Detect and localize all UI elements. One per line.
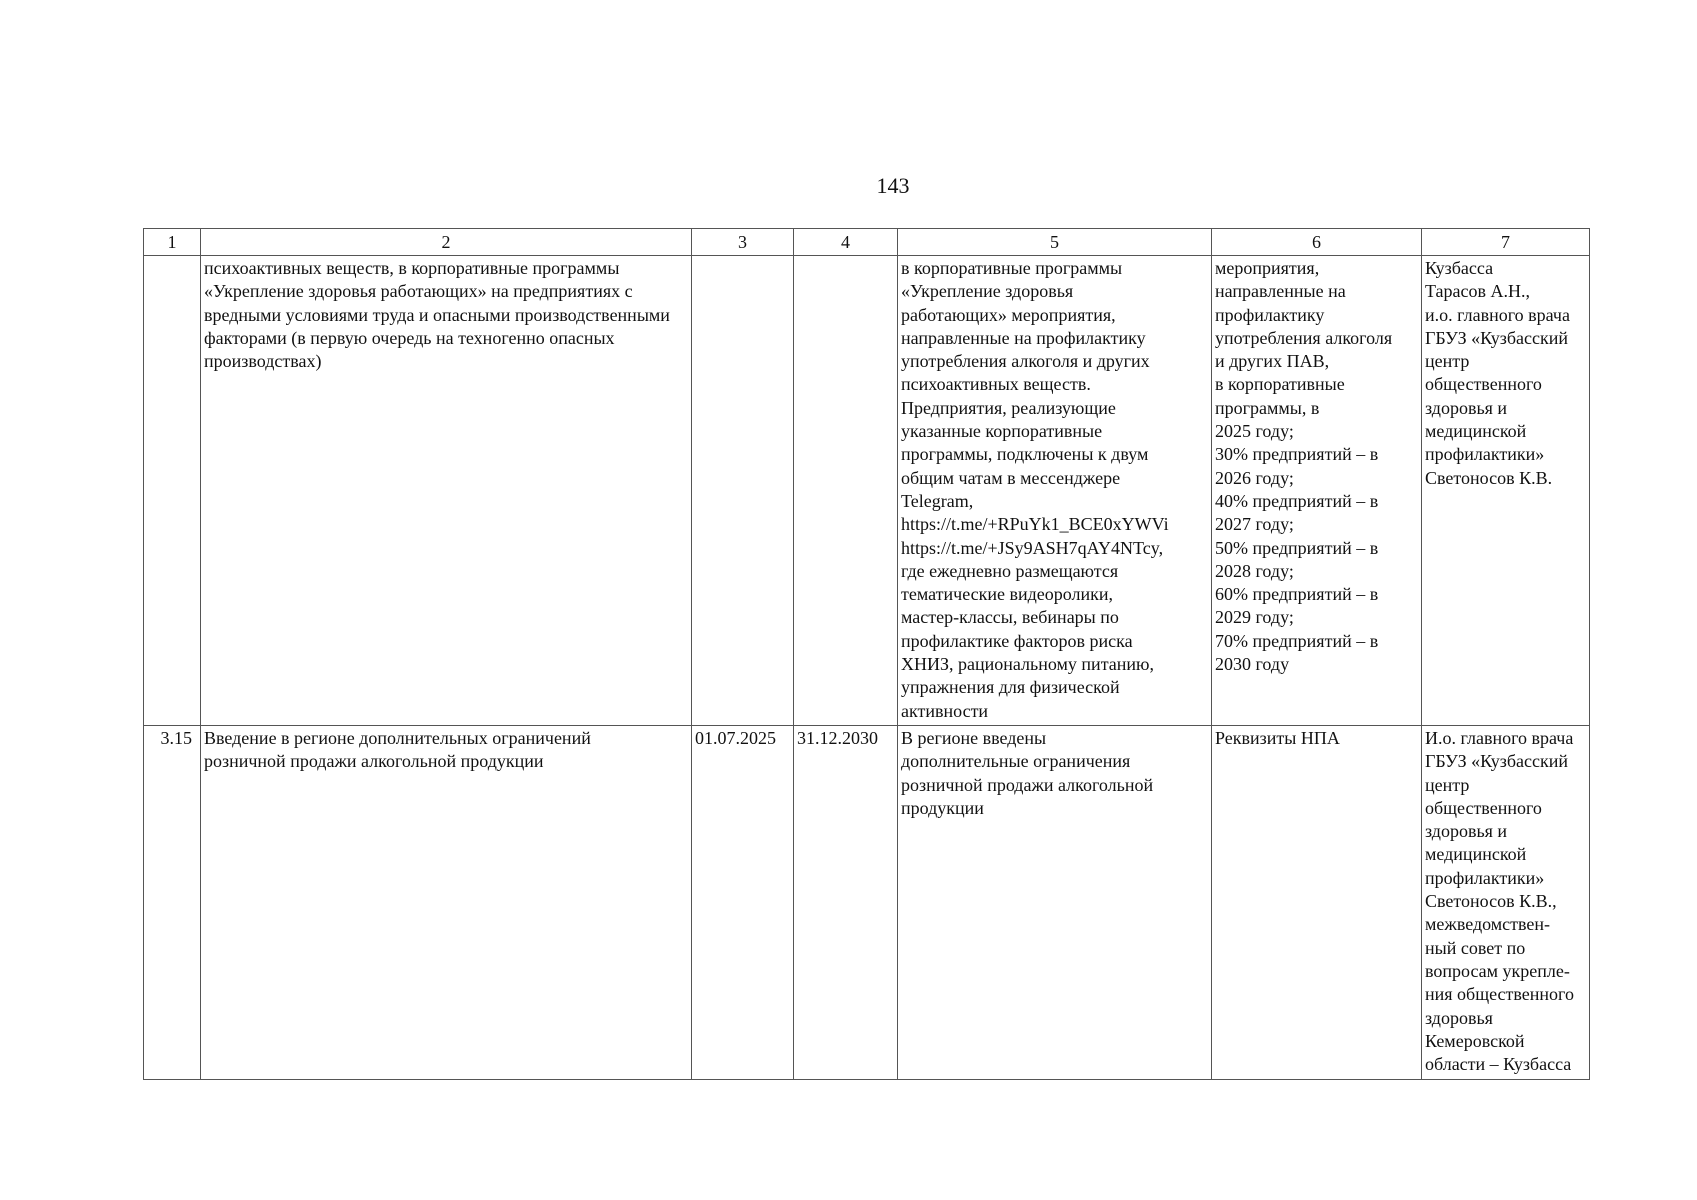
- expected-result: в корпоративные программы «Укрепление здоровья работающих» мероприятия, направленные на профилактику употребления алкоголя и других психоактивных веществ. Предприятия, реализующие указанные корпоративные программы, подключены к двум общим чатам в мессенджере Telegram, https://t.me/+RPuYk1_BCE0xYWVi https://t.me/+JSy9ASH7qAY4NTcy, где ежедневно размещаются тематические видеоролики, мастер-классы, вебинары по профилактике факторов риска ХНИЗ, рациональному питанию, упражнения для физической активности: [898, 256, 1212, 726]
- start-date: 01.07.2025: [692, 725, 794, 1079]
- responsible: И.о. главного врача ГБУЗ «Кузбасский центр общественного здоровья и медицинской профилактики» Светоносов К.В., межведомствен- ный совет по вопросам укрепле- ния общественного здоровья Кемеровской области – Кузбасса: [1422, 725, 1590, 1079]
- measure-name: психоактивных веществ, в корпоративные программы «Укрепление здоровья работающих» на предприятиях с вредными условиями труда и опасными производственными факторами (в первую очередь на техногенно опасных производствах): [201, 256, 692, 726]
- column-header: 1: [144, 229, 201, 256]
- indicator: Реквизиты НПА: [1212, 725, 1422, 1079]
- column-header: 6: [1212, 229, 1422, 256]
- column-header: 5: [898, 229, 1212, 256]
- expected-result: В регионе введены дополнительные ограничения розничной продажи алкогольной продукции: [898, 725, 1212, 1079]
- measure-name: Введение в регионе дополнительных ограничений розничной продажи алкогольной продукции: [201, 725, 692, 1079]
- row-number: [144, 256, 201, 726]
- column-header: 7: [1422, 229, 1590, 256]
- table-row: [144, 725, 1590, 1079]
- indicator: мероприятия, направленные на профилактику употребления алкоголя и других ПАВ, в корпоративные программы, в 2025 году; 30% предприятий – в 2026 году; 40% предприятий – в 2027 году; 50% предприятий – в 2028 году; 60% предприятий – в 2029 году; 70% предприятий – в 2030 году: [1212, 256, 1422, 726]
- page-number: 143: [876, 173, 910, 198]
- responsible: Кузбасса Тарасов А.Н., и.о. главного врача ГБУЗ «Кузбасский центр общественного здоровья и медицинской профилактики» Светоносов К.В.: [1422, 256, 1590, 726]
- table-header-row: [144, 229, 1590, 256]
- column-header: 2: [201, 229, 692, 256]
- end-date: 31.12.2030: [794, 725, 898, 1079]
- start-date: [692, 256, 794, 726]
- end-date: [794, 256, 898, 726]
- row-number: 3.15: [144, 725, 201, 1079]
- measures-table: [143, 228, 1590, 1080]
- table-row: [144, 256, 1590, 726]
- column-header: 4: [794, 229, 898, 256]
- column-header: 3: [692, 229, 794, 256]
